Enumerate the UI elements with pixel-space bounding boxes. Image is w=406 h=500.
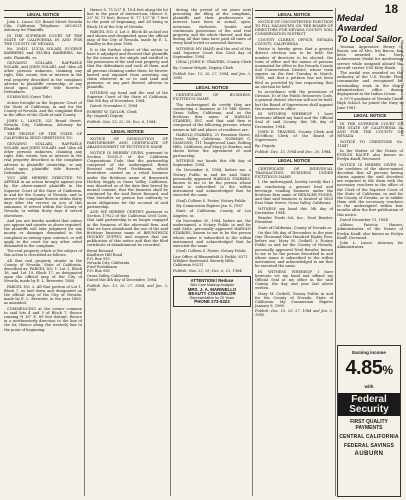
notice-paragraph: WITNESS my hand and the seal of the Superior Court of the State of California, this 5th day of November, 1984. <box>87 90 168 103</box>
notice-paragraph: The undersigned do certify they are conducting a business at 19 Mill Street, Grass Valley, California, and as the fictitious firm name of HAROLD STARKES, INC. and that said firm is composed of the following persons, whose names in full and places of residence are: <box>173 102 251 132</box>
notice-paragraph: And you are hereby notified that unless you appear and answer as above required, the plaintiffs will take judgment for any money or damages demanded in the complaint as arising upon contract, or will apply to the court for any other relief demanded in the complaint. <box>4 218 82 248</box>
ad-line: Skin Care Makeup Analysis <box>190 283 234 288</box>
notice-paragraph: NOTICE TO CREDITORS No. 11447 <box>337 139 403 148</box>
notice-paragraph: PARCEL NO. 3: Lot 3, Block 48 as laid out and shown and designated upon the official map of the City of Nevada, made by E. L. Bradley in the year 1880. <box>87 29 168 47</box>
notice-paragraph: IN WITNESS WHEREOF I have hereunto affixed my hand and the Official Seal of said County, this 5th day of December, 1984. <box>255 112 333 129</box>
ad-line: MRS. J. A. MARINELLO <box>187 286 237 292</box>
column-divider <box>84 8 85 496</box>
legal-notice-header: LEGAL NOTICE <box>173 83 251 91</box>
quiet-title-continued <box>173 8 251 80</box>
notice-paragraph: IN THE SUPERIOR COURT OF THE STATE OF CALIFORNIA IN AND FOR THE COUNTY OF NEVADA <box>4 33 82 46</box>
column-divider <box>335 8 336 496</box>
notice-paragraph: My Commission Expires Jan. 8, 1987 <box>176 204 244 209</box>
medal-title: Medal Awarded <box>337 13 378 34</box>
ad-phone: PHONE 273-5323 <box>194 298 230 304</box>
notice-paragraph: NOTICE IS HEREBY GIVEN, pursuant to Section 15035.5 of the California Corporations Code, that the partnership composed of the undersigned, Brent Bossard and Fred Poehlmann, which heretofore carried on a retail business under the fictitious name of Brunswick Hockey Supply in Grass Valley, California, was dissolved as of the date first hereof by mutual consent, that the business shall be continued by the said Brent Bossard, and that hereafter no person has authority to incur obligations for the account of said partnership. <box>87 150 168 209</box>
column-1 <box>4 8 82 496</box>
notice-paragraph: The real property which is the subject of this action is described as follows: <box>4 249 82 258</box>
notice-paragraph: No. 30431. LUCIA SOLARI, EUGENE BARBERIS and ELVIRA BARBERIS, his wife, Plaintiffs, vs. <box>4 47 82 60</box>
legal-notice-header: LEGAL NOTICE <box>255 10 333 18</box>
publish-dates: Publish: Dec. 13, 1984 and Dec. 20, 1984. <box>255 149 332 154</box>
notice-paragraph: during the period of six years next preceding the filing of the complaint, plaintiffs and their predecessors in interest have been in actual, open, notorious, exclusive, hostile and continuous possession of the said real property, and the whole thereof, and that during all that time have paid all taxes of every kind levied or assessed thereon. <box>173 8 251 46</box>
publish-dates: Publish: Nov. 22, 29; Dec. 6, 13, 1984. <box>173 269 243 274</box>
notice-paragraph: WITNESS MY HAND and the seal of the said Superior Court this 22nd day of September, 1984. <box>173 46 251 59</box>
notice-paragraph: John L. Lance 321 Broad Street Nevada City, California Telephone: 265-6221 Attorney for Plaintiffs <box>4 20 82 33</box>
article-paragraph: A 1979 graduate of Nevada Union High School, he joined the Navy in June 1981. <box>337 97 403 110</box>
notice-paragraph: State of California, County of Los Angeles, ss. <box>173 209 251 218</box>
notice-paragraph: HAROLD STARKES, 21 Fountain Street, Grass Valley, California; NORMAN G. DIAMOND, 111 Tanglewood Lane, Rolling Hills, California; and Mary Jo Starkes, and shows below the agreement of said partnership. <box>173 132 251 158</box>
notice-paragraph: Aldean Patricia Hauser, Administratrix of the Estate of Evelyn Kauff, also known as Evelyn Kauff, Deceased. <box>337 223 403 240</box>
banner-line: Security <box>349 404 389 415</box>
notice-paragraph: COMMENCING at the corner common to said lots 4 and 5 of Block 7, thence running N 16° E. 69 feet distant; thence in a northeasterly direction to the line of the lot; thence along the westerly line to the point of beginning. <box>4 306 82 332</box>
column-divider <box>252 8 253 496</box>
notice-paragraph: COUNTY CLERK'S OFFICE, NEVADA COUNTY, CALIFORNIA <box>255 37 333 46</box>
ad-tagline: FIRST QUALITY PAYMENTS <box>350 419 388 431</box>
notice-paragraph: In accordance with the provisions of Division 10 of the Public Resources Code, a general district election will not be held, but the Board of Supervisors shall appoint the nominees to office. <box>255 90 333 111</box>
notice-paragraph: Bensler Foods Sol, Inc., Neal Bensler, President <box>255 216 333 225</box>
bank-city: AUBURN <box>354 451 384 457</box>
notice-paragraph: (Seal) Colleen S. Foster, Notary Public <box>176 198 246 203</box>
notice-paragraph: SUMMONS (Quiet Title) <box>7 95 52 100</box>
notice-paragraph: (Seal) Colleen S. Foster, Notary Public <box>176 249 246 254</box>
notice-paragraph: THE PEOPLE OF THE STATE OF CALIFORNIA SEND GREETINGS TO: <box>4 132 82 141</box>
notice-signature: By: Deputy <box>255 143 276 148</box>
banner-line: Federal <box>351 394 387 405</box>
bank-name-line2: FEDERAL SAVINGS <box>343 443 395 449</box>
notice-paragraph: JOHN L. LANCE, 321 Broad Street, Nevada City, California, Attorney for Plaintiffs <box>4 118 82 131</box>
column-divider <box>170 8 171 496</box>
ad-line: ATTENTION!! Reduce <box>190 278 234 284</box>
ad-label: Earning income <box>352 350 386 355</box>
notice-paragraph: NOTICE IS HEREBY GIVEN to the creditors of the above-named decedent that all persons having claims against the said decedent are required to file them with the necessary vouchers in the office of the Clerk of the Superior Court of the State of California, in and for the County of Nevada, or to exhibit them with the necessary vouchers to the undersigned within four months after the first publication of this notice. <box>337 162 403 217</box>
column-2 <box>87 8 168 496</box>
publish-dates: Publish Dec. 13, 20, 27, 1984, and Jan. 3, 1985. <box>87 283 168 293</box>
ad-with: with <box>364 384 374 389</box>
notice-paragraph: On this 5th day of December, in the year One Thousand Nine Hundred Eighty Four, before me, Mary M. Cutbell, a Notary Public in and for the County of Nevada, personally appeared Neal Bensler, known to me to be the person described in and whose name is subscribed to the within instrument, and acknowledged to me that he executed the same. <box>255 230 333 269</box>
uncontested-election-notice <box>255 20 333 154</box>
notice-paragraph: IN THE SUPERIOR COURT OF THE STATE OF CALIFORNIA IN AND FOR THE COUNTY OF NEVADA <box>337 121 403 139</box>
notice-signature: ROBERT W. TAYLOR, Clerk By: (signed) Deputy <box>87 109 137 118</box>
notice-paragraph: PARCEL NO. 2: All that portion of Lot 1, Block 7, as laid down and designated on the official map of the City of Nevada, made by E. L. Brewster, in the year 1880, as amended. <box>4 284 82 306</box>
notice-paragraph: Dated: November 5, 1984 <box>90 104 138 109</box>
column-4 <box>255 8 333 496</box>
notice-paragraph: AND WE HEREBY CERTIFY pursuant to Section 17922 of the California Civil Code, that said partnership is no longer engaged in the business of the aforesaid firm, and that we have abandoned the use of the said fictitious business name of BRUNSWICK HOCKEY SUPPLY, and request that our publication of this notice and that the filed certificate of abandonment be recorded. <box>87 210 168 248</box>
ad-line: BEAUTY COUNSELOR <box>188 290 236 296</box>
notice-paragraph: Dated December 11, 1984 <box>340 217 388 222</box>
page-number: 18 <box>384 2 398 16</box>
notice-paragraph: Mary M. Cutbell, Notary Public in and for the County of Nevada, State of California. My Commission Expires January 8, 1989. <box>255 291 333 308</box>
ad-banner <box>338 393 400 416</box>
notice-paragraph: NOTICE OF UNCONTESTED ELECTION TO FILL VACANCIES ON THE BOARD OF DIRECTORS FOR NEVADA COUNTY SOIL CONSERVATION DISTRICT <box>255 20 333 37</box>
notice-paragraph: State of California, County of Nevada ss. <box>258 225 333 230</box>
medal-headline <box>337 14 403 44</box>
rate-suffix: % <box>382 363 393 377</box>
publish-dates: Publish: Dec. 13, 20, 27, 1984 and Jan. 3, 1985. <box>255 309 333 318</box>
notice-paragraph: On November 20, 1984, before me, the undersigned, a Notary Public in and for said State, personally appeared HAROLD STARKES, known to me to be the person whose name is subscribed to the within instrument and acknowledged that he executed the same. <box>173 218 251 248</box>
notice-paragraph: CERTIFICATE OF BUSINESS, FICTITIOUS NAME <box>173 93 251 102</box>
notice-paragraph: IN WITNESS WHEREOF I have hereunto set my hand and affixed my Official Seal at my office in the said County, the day and year last above written. <box>255 269 333 291</box>
article-paragraph: The medal was awarded on the authority of the U.S. Pacific Fleet commander and recognized his outstanding work in the ship's administration office during deployment in the Indian Ocean. <box>337 71 403 96</box>
savings-bank-ad <box>337 345 401 497</box>
notice-signature: Brent Bossard Knolltree Hill Road P.O. Box 933 Nevada City, California Fred Poehlmann P.O. Box 958 Grass Valley, California Dated this 4th day of December, 1984. <box>87 248 158 282</box>
notice-paragraph: John L. Lance, Attorney for Administratrix <box>337 241 403 250</box>
notice-paragraph: In the Matter of the Estate of EVELYN KAUFF, also known as Evelyn Kauff, Deceased. <box>337 149 403 162</box>
notice-paragraph: NOTICE OF DISSOLUTION OF PARTNERSHIP AND CERTIFICATE OF ABANDONMENT OF FICTITIOUS NAME <box>87 137 168 150</box>
bank-name: CENTRAL CALIFORNIA <box>339 434 399 440</box>
notice-paragraph: All that real property situate in the County of Nevada, State of California, described as: PARCEL NO. 1: Lot 1, Block 16, and Lot 19, Block 17, as designated upon the official map of the City of Nevada, made by E. L. Brewster, 1880. <box>4 258 82 284</box>
legal-notice-header: LEGAL NOTICE <box>4 10 82 18</box>
publish-dates: Publish Dec. 13, 20, 27, 1984, and Jan. 3, 1985. <box>173 71 251 80</box>
notice-signature: By: Connie Wright, Deputy Clerk <box>173 65 233 70</box>
dissolution-notice <box>87 137 168 292</box>
notice-paragraph: On November 6, 1984, before me, a Notary Public in and for said State, personally appeared HAROLD STARKES, known to me to be the person whose name is subscribed to the within instrument and acknowledged that he executed the same. <box>173 168 251 198</box>
notice-paragraph: CERTIFICATE OF INDIVIDUAL TRANSACTING BUSINESS UNDER FICTITIOUS NAME <box>255 166 333 180</box>
quiet-title-summons <box>4 20 82 332</box>
notice-paragraph: YOU ARE HEREBY DIRECTED TO APPEAR in an action brought against you by the above-named plaintiffs in the Superior Court of the State of California, in and for the County of Nevada, and to answer the complaint therein within thirty days after the service on you of this summons, if served within the County of Nevada; or within thirty days if served elsewhere. <box>4 176 82 218</box>
medal-subtitle: To Local Sailor <box>337 34 402 44</box>
notice-paragraph: GIOVANNI SOLLARI, RAFFAELE SOLARI, and JOHN SOLARI, and "Also all other persons unknown, claiming any right, title, estate, lien or interest in the real property described in the complaint adverse to plaintiffs' ownership, or any cloud upon plaintiffs' title thereto," Defendants. <box>4 60 82 95</box>
notice-paragraph: It is the further object of this action to have it adjudged and decreed that plaintiffs be the owners in fee simple and entitled to the possession of the said real property, and that the defendants and each of them, and all persons claiming under them, be forever barred and enjoined from asserting any claim whatever in or to said land and premises, or any part thereof, adverse to plaintiffs. <box>87 47 168 90</box>
legal-notice-header: LEGAL NOTICE <box>337 112 403 120</box>
ad-line: Representative for 25 Years <box>189 295 235 300</box>
column-3 <box>173 8 251 496</box>
fictitious-name-certificate <box>173 93 251 273</box>
notice-to-creditors <box>337 122 403 250</box>
page-sideline: Nevada City, California, Thursday, December 13, 1984 <box>400 40 405 137</box>
notice-paragraph: JOHN E. TRAVERS, County Clerk and Ex-Officio Clerk of the Board of Supervisors <box>255 129 333 143</box>
notice-paragraph: Action brought in the Superior Court of the State of California, in and for the County of Nevada, and the complaint filed in the office of the Clerk of said County. <box>4 100 82 118</box>
notice-paragraph: (SEAL) JOHN E. TRAVERS, County Clerk <box>176 60 251 65</box>
notice-paragraph: WITNESS my hand this 5th day of December, 1984. <box>255 206 333 215</box>
legal-notice-header: LEGAL NOTICE <box>87 127 168 135</box>
notice-paragraph: thence S. 75 1/2° E. 18.4 feet along the lot line to the point of intersection; thence S. 23° W. 71 feet; thence N. 77 1/2° W. 7 feet to the point of beginning; and all being in Block 18 of the City of Nevada. <box>87 8 168 29</box>
publish-dates: Publish: Nov. 15, 22, 29; Dec. 6, 1984. <box>87 119 157 124</box>
notice-paragraph: GIOVANNI SOLLARI, RAFFAELE SOLARI, and JOHN SOLARI, and "Also all other persons unknown, claiming any right, title, estate, lien or interest in the real property described in the complaint adverse to plaintiffs' ownership, or any cloud upon plaintiffs' title thereto," Defendants. <box>4 141 82 175</box>
notice-paragraph: WITNESS our hands this 6th day of September, 1984. <box>173 158 251 168</box>
medal-article <box>337 45 403 110</box>
rate-value: 4.85 <box>345 357 383 379</box>
quiet-title-summons-continued <box>87 8 168 124</box>
notice-paragraph: Notice is hereby given that a general district election was to be held; the number of directors to be elected, the term of office and the names of persons nominated for office in the Nevada County Soil Conservation District; whose term expires on the first Tuesday in March, 1985, and that a petition has not been filed as provided by law requesting that an election be held. <box>255 47 333 89</box>
individual-fictitious-name-certificate <box>255 167 333 318</box>
article-paragraph: Yeoman Apprentice Henry G. Bacon, son of Mrs. Iris Bacon, has been awarded the Navy Achievement Medal for meritorious service while assigned aboard the aircraft carrier USS Kitty Hawk. <box>337 45 403 70</box>
beauty-counselor-ad <box>173 276 251 307</box>
notice-signature: Law Office of Blumenfeld & Finkle, 8371 Wilshire Boulevard, Beverly Hills, California 90211 <box>173 254 248 267</box>
notice-paragraph: I, the undersigned, hereby certify that I am conducting a general food and beverage vending business under the fictitious firm name of BENSLER FOODS, and that said business is located at 1620 East Main Street, Grass Valley, California. <box>255 180 333 206</box>
legal-notice-header: LEGAL NOTICE <box>255 157 333 165</box>
interest-rate <box>338 357 400 380</box>
